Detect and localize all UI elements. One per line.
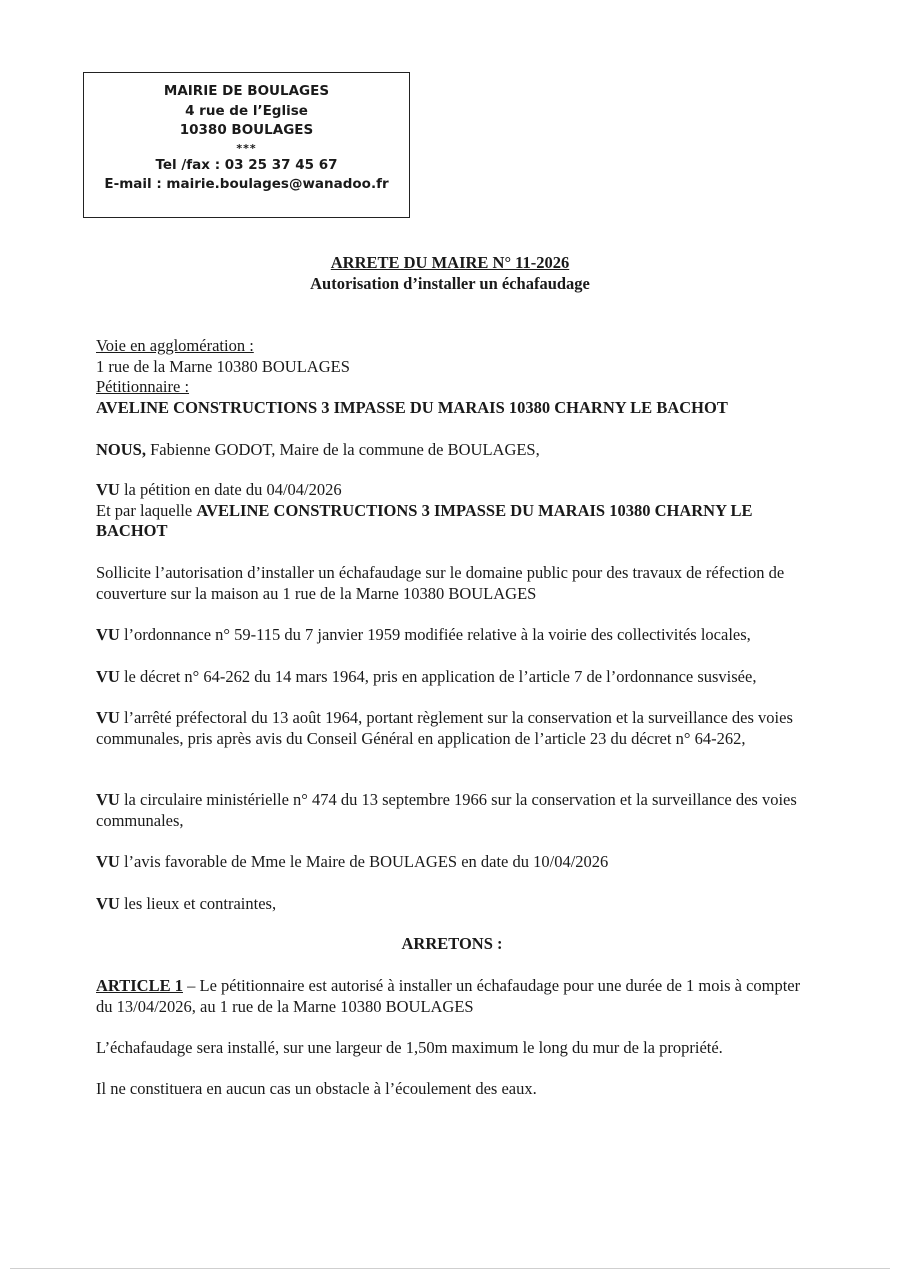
vu-item: VU le décret n° 64-262 du 14 mars 1964, pris en application de l’article 7 de l’ordonnance susvisée, [96,667,757,686]
vu-item: VU la circulaire ministérielle n° 474 du 13 septembre 1966 sur la conservation et la surveillance des voies communales, [96,790,797,830]
decree-title [200,252,700,294]
article-1-text: – Le pétitionnaire est autorisé à installer un échafaudage pour une durée de 1 mois à compter du 13/04/2026, au 1 rue de la Marne 10380 BOULAGES [96,976,801,1016]
nous-text: Fabienne GODOT, Maire de la commune de BOULAGES, [145,440,540,459]
voie-address: 1 rue de la Marne 10380 BOULAGES [96,356,350,376]
vu-petition-text: la pétition en date du 04/04/2026 [119,480,342,499]
decree-subject: Autorisation d’installer un échafaudage [310,274,590,293]
page-bottom-edge [10,1268,890,1269]
vu-petition-paragraph [96,480,808,542]
voie-section [96,336,808,418]
vu-item: VU les lieux et contraintes, [96,894,277,913]
arretons-heading: ARRETONS : [401,934,503,953]
mairie-email: E-mail : mairie.boulages@wanadoo.fr [104,176,389,192]
decree-number: ARRETE DU MAIRE N° 11-2026 [330,253,570,272]
nous-paragraph [96,440,808,461]
largeur-paragraph: L’échafaudage sera installé, sur une largeur de 1,50m maximum le long du mur de la propriété. [96,1038,723,1057]
voie-label: Voie en agglomération : [96,336,254,355]
article-1 [96,976,808,1017]
mairie-header-box [83,72,410,218]
vu-item: VU l’arrêté préfectoral du 13 août 1964, portant règlement sur la conservation et la surveillance des voies communales, pris après avis du Conseil Général en application de l’article 23 du décret n° 64-262, [96,708,793,748]
mairie-city: 10380 BOULAGES [179,122,314,138]
mairie-name: MAIRIE DE BOULAGES [163,83,330,99]
obstacle-paragraph: Il ne constituera en aucun cas un obstacle à l’écoulement des eaux. [96,1079,537,1098]
article-1-label: ARTICLE 1 [96,976,183,995]
vu-item: VU l’ordonnance n° 59-115 du 7 janvier 1959 modifiée relative à la voirie des collectivités locales, [96,625,751,644]
mairie-phone: Tel /fax : 03 25 37 45 67 [155,156,338,173]
laquelle-prefix: Et par laquelle [96,500,197,520]
nous-bold: NOUS, [96,440,146,459]
petitionnaire-name: AVELINE CONSTRUCTIONS 3 IMPASSE DU MARAIS 10380 CHARNY LE BACHOT [96,397,728,417]
vu-label: VU [96,480,120,499]
vu-item: VU l’avis favorable de Mme le Maire de BOULAGES en date du 10/04/2026 [96,852,609,871]
mairie-street: 4 rue de l’Eglise [185,102,308,119]
sollicite-paragraph: Sollicite l’autorisation d’installer un échafaudage sur le domaine public pour des travaux de réfection de couverture sur la maison au 1 rue de la Marne 10380 BOULAGES [96,563,785,603]
petitionnaire-label: Pétitionnaire : [96,377,190,396]
laquelle-bold: AVELINE CONSTRUCTIONS 3 IMPASSE DU MARAIS 10380 CHARNY LE BACHOT [96,500,753,540]
header-separator: *** [236,141,257,155]
